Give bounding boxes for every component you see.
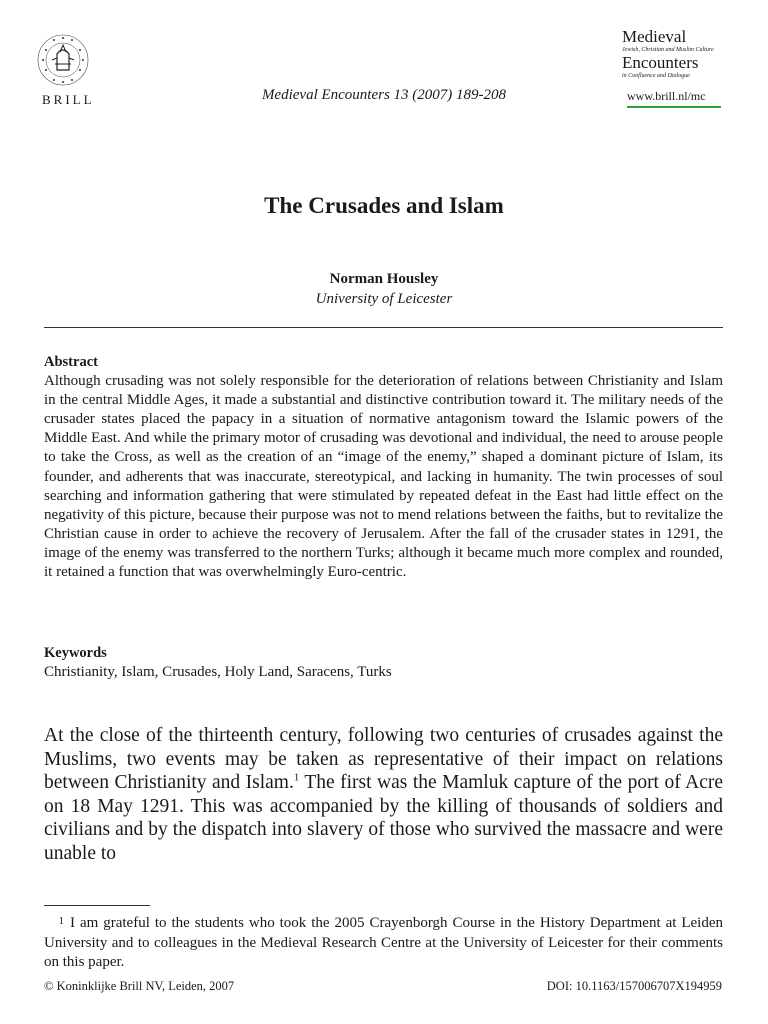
footnote-text: I am grateful to the students who took the 2005 Crayenborgh Course in the History Department at Leiden University and to colleagues in the Medieval Research Centre at the University of Leicester for their comments on this paper. (44, 915, 723, 970)
abstract-heading: Abstract (44, 354, 98, 370)
doi: DOI: 10.1163/157006707X194959 (546, 979, 722, 993)
journal-logo (622, 28, 732, 80)
body-text-part1: At the close of the thirteenth century, following two centuries of crusades against the Muslims, two events may be taken as representative of their impact on relations between Christianity and Islam. (44, 725, 723, 794)
copyright-notice: © Koninklijke Brill NV, Leiden, 2007 (44, 979, 235, 993)
footnote-divider (44, 905, 150, 906)
footnote-number: 1 (58, 915, 64, 927)
body-text-part2: The first was the Mamluk capture of the port of Acre on 18 May 1291. This was accompanied by the killing of thousands of soldiers and civilians and by the dispatch into slavery of those who survived the massacre and were unable to (44, 772, 723, 864)
journal-subtitle-2: in Confluence and Dialogue (622, 73, 690, 79)
journal-name-line2: Encounters (622, 53, 699, 72)
journal-url-link[interactable]: www.brill.nl/mc (627, 89, 706, 103)
footnote (44, 912, 723, 973)
footnote-reference[interactable]: 1 (293, 771, 300, 784)
publisher-name: BRILL (42, 92, 95, 107)
journal-url-underline (627, 106, 721, 108)
title-divider (44, 327, 723, 328)
abstract-section (44, 353, 723, 582)
keywords-section (44, 644, 723, 682)
abstract-text: Although crusading was not solely responsible for the deterioration of relations between Christianity and Islam in the central Middle Ages, it made a substantial and distinctive contribution toward it. The military needs of the crusader states placed the papacy in a situation of normative antagonism toward the Islamic powers of the Middle East. And while the primary motor of crusading was devotional and individual, the need to arouse people to take the Cross, as well as the creation of an “image of the enemy,” shaped a dominant picture of Islam, its founder, and adherents that was inaccurate, stereotypical, and lacking in humanity. The twin processes of soul searching and information gathering that were stimulated by repeated defeat in the East had little effect on the negativity of this picture, because their purpose was not to mend relations between the faiths, but to revitalize the Christian cause in order to achieve the recovery of Jerusalem. After the fall of the crusader states in 1291, the image of the enemy was transferred to the northern Turks; although it became much more complex and rounded, it retained a function that was overwhelmingly Euro-centric. (44, 373, 723, 581)
article-title: The Crusades and Islam (264, 193, 504, 218)
author-affiliation: University of Leicester (315, 291, 453, 307)
journal-subtitle: Jewish, Christian and Muslim Culture (622, 47, 714, 53)
journal-name-line1: Medieval (622, 27, 687, 46)
author-name: Norman Housley (329, 271, 439, 287)
keywords-heading: Keywords (44, 645, 107, 661)
keywords-text: Christianity, Islam, Crusades, Holy Land, Saracens, Turks (44, 664, 392, 680)
body-paragraph (44, 724, 723, 866)
journal-citation: Medieval Encounters 13 (2007) 189-208 (261, 87, 507, 103)
